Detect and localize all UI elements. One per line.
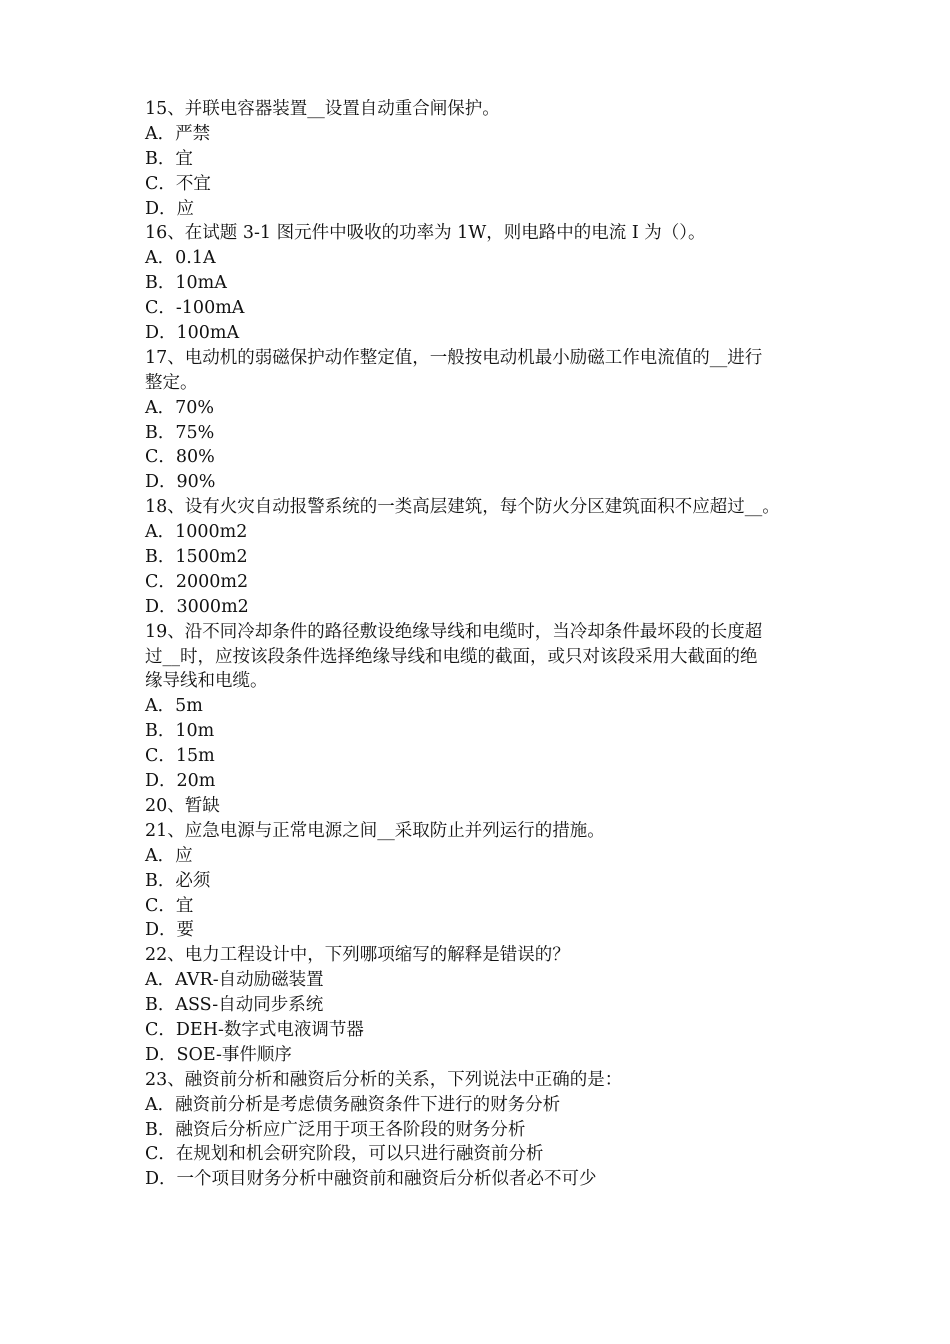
text-line: 20、暂缺 [145,795,220,816]
text-line: 18、设有火灾自动报警系统的一类高层建筑，每个防火分区建筑面积不应超过__。 [145,497,780,518]
text-line: D．SOE-事件顺序 [145,1044,292,1065]
text-line: C．不宜 [145,173,211,194]
text-line: A．1000m2 [145,522,248,543]
text-line: B．75% [145,422,215,443]
text-line: D．20m [145,771,216,792]
text-line: 23、融资前分析和融资后分析的关系，下列说法中正确的是： [145,1069,623,1090]
text-line: B．宜 [145,148,193,169]
text-line: D．100mA [145,323,240,344]
text-line: D．90% [145,472,216,493]
text-line: A．70% [145,397,215,418]
text-line: D．要 [145,920,195,941]
text-line: C．15m [145,746,215,767]
text-line: C．80% [145,447,215,468]
text-line: B．必须 [145,870,211,891]
text-line: A．AVR-自动励磁装置 [145,970,324,991]
text-line: A．5m [145,696,203,717]
text-line: 22、电力工程设计中，下列哪项缩写的解释是错误的？ [145,945,570,966]
text-line: D．一个项目财务分析中融资前和融资后分析似者必不可少 [145,1169,597,1190]
text-line: C．宜 [145,895,194,916]
text-line: 21、应急电源与正常电源之间__采取防止并列运行的措施。 [145,820,605,841]
text-line: B．1500m2 [145,547,248,568]
text-line: B．10m [145,721,215,742]
question-text-block [145,97,815,1192]
text-line: 15、并联电容器装置__设置自动重合闸保护。 [145,99,500,119]
text-line: 过__时，应按该段条件选择绝缘导线和电缆的截面，或只对该段采用大截面的绝 [145,646,758,667]
text-line: A．应 [145,845,193,866]
text-line: 整定。 [145,372,198,393]
text-line: 17、电动机的弱磁保护动作整定值，一般按电动机最小励磁工作电流值的__进行 [145,347,763,368]
text-line: B．10mA [145,273,227,294]
text-line: 19、沿不同冷却条件的路径敷设绝缘导线和电缆时，当冷却条件最坏段的长度超 [145,621,763,642]
text-line: C．2000m2 [145,571,249,592]
text-line: A．融资前分析是考虑债务融资条件下进行的财务分析 [145,1094,561,1115]
text-line: A．严禁 [145,123,211,144]
text-line: C．-100mA [145,298,245,319]
text-line: A．0.1A [145,248,216,269]
text-line: 16、在试题 3-1 图元件中吸收的功率为 1W，则电路中的电流 I 为（）。 [145,223,706,244]
text-line: D．3000m2 [145,596,249,617]
text-line: 缘导线和电缆。 [145,671,268,692]
text-line: B．融资后分析应广泛用于项王各阶段的财务分析 [145,1119,526,1140]
text-line: B．ASS-自动同步系统 [145,995,324,1016]
text-line: D．应 [145,198,195,219]
text-line: C．在规划和机会研究阶段，可以只进行融资前分析 [145,1144,544,1165]
text-line: C．DEH-数字式电液调节器 [145,1019,364,1040]
